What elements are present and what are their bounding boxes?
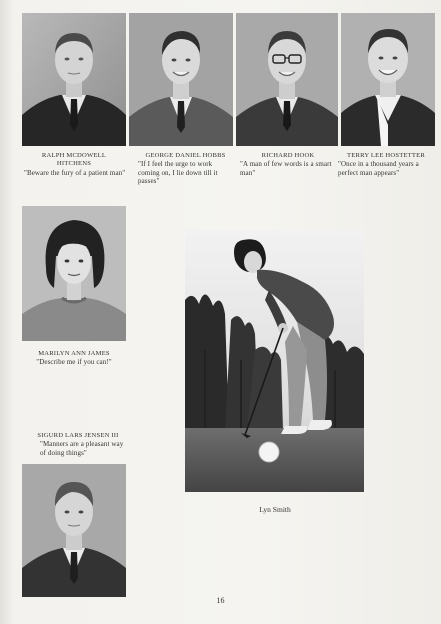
caption-marilyn-james: [22, 350, 126, 367]
senior-quote: "Manners are a pleasant way of doing things": [40, 440, 124, 457]
senior-name: RICHARD HOOK: [261, 152, 315, 159]
caption-terry-hostetter: [338, 152, 434, 177]
candid-golf-photo: [185, 230, 364, 492]
senior-quote: "Describe me if you can!": [36, 358, 112, 367]
senior-name-line2: HITCHENS: [56, 160, 92, 168]
quote-ralph-hitchens: [24, 169, 126, 177]
portrait-sigurd-jensen: [22, 464, 126, 597]
portrait-richard-hook: [236, 13, 338, 146]
portrait-terry-hostetter: [341, 13, 435, 146]
senior-quote: "Beware the fury of a patient man": [24, 169, 126, 177]
senior-quote: "Once in a thousand years a perfect man appears": [338, 160, 419, 177]
caption-sigurd-jensen: [30, 432, 126, 457]
senior-name: RALPH MCDOWELL: [41, 152, 107, 159]
caption-ralph-hitchens: [22, 152, 126, 169]
caption-richard-hook: [240, 152, 336, 177]
page-number: 16: [216, 596, 225, 605]
senior-name: TERRY LEE HOSTETTER: [347, 152, 425, 159]
portrait-marilyn-james: [22, 206, 126, 341]
senior-quote: "A man of few words is a smart man": [240, 160, 332, 177]
senior-name: GEORGE DANIEL HOBBS: [145, 152, 226, 159]
caption-george-hobbs: [138, 152, 233, 186]
portrait-george-hobbs: [129, 13, 233, 146]
senior-name: SIGURD LARS JENSEN III: [37, 432, 119, 439]
senior-quote: "If I feel the urge to work coming on, I lie down till it passes": [138, 160, 218, 186]
candid-caption: Lyn Smith: [259, 505, 291, 514]
portrait-ralph-hitchens: [22, 13, 126, 146]
senior-name: MARILYN ANN JAMES: [38, 350, 110, 357]
